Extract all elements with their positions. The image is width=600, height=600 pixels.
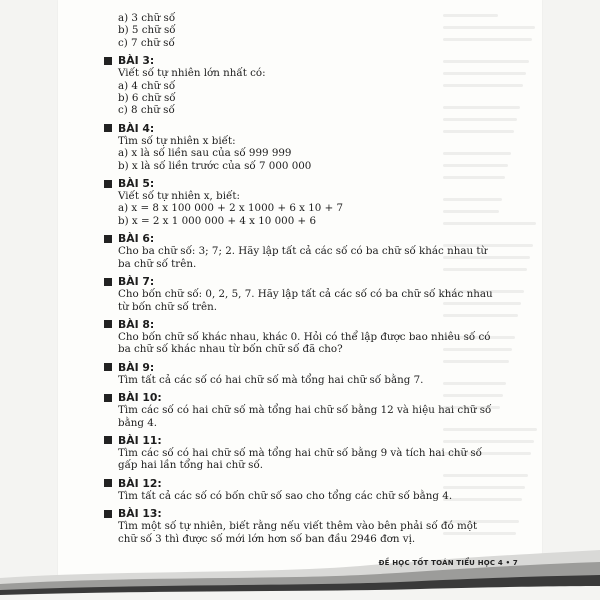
problem-text: a) 4 chữ số bbox=[118, 79, 176, 92]
problem-title: BÀI 11: bbox=[118, 433, 162, 447]
problem-title: BÀI 13: bbox=[118, 507, 162, 521]
problem-text: Cho bốn chữ số khác nhau, khác 0. Hỏi có thể lập được bao nhiêu số có bbox=[118, 330, 491, 343]
problem-text: a) x là số liền sau của số 999 999 bbox=[118, 147, 292, 160]
square-bullet-icon bbox=[104, 436, 112, 444]
square-bullet-icon bbox=[104, 278, 112, 286]
square-bullet-icon bbox=[104, 479, 112, 487]
problem-text: Cho bốn chữ số: 0, 2, 5, 7. Hãy lập tất cả các số có ba chữ số khác nhau bbox=[118, 288, 493, 301]
problem-text: Tìm tất cả các số có hai chữ số mà tổng hai chữ số bằng 7. bbox=[118, 373, 424, 386]
problem-text: gấp hai lần tổng hai chữ số. bbox=[118, 459, 264, 472]
problem-3 bbox=[118, 54, 488, 117]
problem-text: chữ số 3 thì được số mới lớn hơn số ban đầu 2946 đơn vị. bbox=[118, 532, 416, 545]
problem-text: Tìm số tự nhiên x biết: bbox=[118, 134, 236, 147]
top-item: c) 7 chữ số bbox=[118, 36, 175, 49]
problem-title: BÀI 4: bbox=[118, 121, 155, 135]
square-bullet-icon bbox=[104, 57, 112, 65]
problem-title: BÀI 9: bbox=[118, 360, 155, 374]
problem-7 bbox=[118, 275, 493, 313]
square-bullet-icon bbox=[104, 124, 112, 132]
problem-text: b) x = 2 x 1 000 000 + 4 x 10 000 + 6 bbox=[118, 214, 317, 227]
problem-9 bbox=[118, 361, 488, 386]
problem-text: b) 6 chữ số bbox=[118, 92, 176, 105]
problem-text: a) x = 8 x 100 000 + 2 x 1000 + 6 x 10 + 7 bbox=[118, 202, 344, 215]
problem-text: Tìm các số có hai chữ số mà tổng hai chữ số bằng 12 và hiệu hai chữ số bbox=[118, 404, 492, 417]
square-bullet-icon bbox=[104, 180, 112, 188]
square-bullet-icon bbox=[104, 235, 112, 243]
book-page bbox=[58, 0, 542, 600]
problem-text: c) 8 chữ số bbox=[118, 104, 175, 117]
problem-text: bằng 4. bbox=[118, 416, 158, 429]
problem-12 bbox=[118, 477, 488, 502]
problem-text: Tìm tất cả các số có bốn chữ số sao cho tổng các chữ số bằng 4. bbox=[118, 489, 453, 502]
problem-text: Viết số tự nhiên lớn nhất có: bbox=[118, 67, 266, 80]
problem-4 bbox=[118, 122, 488, 172]
top-item: b) 5 chữ số bbox=[118, 24, 176, 37]
problem-text: Viết số tự nhiên x, biết: bbox=[118, 190, 240, 203]
problem-11 bbox=[118, 434, 488, 472]
problem-text: Cho ba chữ số: 3; 7; 2. Hãy lập tất cả các số có ba chữ số khác nhau từ bbox=[118, 245, 488, 258]
problem-text: Tìm các số có hai chữ số mà tổng hai chữ số bằng 9 và tích hai chữ số bbox=[118, 446, 482, 459]
problem-title: BÀI 8: bbox=[118, 317, 155, 331]
problem-text: b) x là số liền trước của số 7 000 000 bbox=[118, 159, 312, 172]
problem-text: ba chữ số khác nhau từ bốn chữ số đã cho? bbox=[118, 343, 343, 356]
problem-title: BÀI 5: bbox=[118, 177, 155, 191]
top-item: a) 3 chữ số bbox=[118, 12, 176, 24]
page-content bbox=[118, 12, 493, 545]
square-bullet-icon bbox=[104, 320, 112, 328]
book-title: ĐỀ HỌC TỐT TOÁN TIỂU HỌC 4 bbox=[378, 559, 503, 567]
problem-title: BÀI 6: bbox=[118, 232, 155, 246]
problem-10 bbox=[118, 391, 492, 429]
decorative-wave bbox=[0, 540, 600, 600]
page-number: 7 bbox=[512, 559, 518, 567]
problem-title: BÀI 10: bbox=[118, 391, 162, 405]
problem-5 bbox=[118, 177, 488, 227]
problem-text: Tìm một số tự nhiên, biết rằng nếu viết thêm vào bên phải số đó một bbox=[118, 520, 478, 533]
problem-6 bbox=[118, 232, 488, 270]
problem-title: BÀI 3: bbox=[118, 54, 155, 68]
problem-title: BÀI 7: bbox=[118, 275, 155, 289]
top-items bbox=[118, 12, 488, 49]
square-bullet-icon bbox=[104, 510, 112, 518]
problem-8 bbox=[118, 317, 491, 356]
bullet-dot-icon: • bbox=[505, 559, 513, 567]
problem-text: từ bốn chữ số trên. bbox=[118, 300, 218, 313]
problem-title: BÀI 12: bbox=[118, 476, 162, 490]
page-footer bbox=[379, 559, 518, 567]
square-bullet-icon bbox=[104, 363, 112, 371]
square-bullet-icon bbox=[104, 394, 112, 402]
problem-text: ba chữ số trên. bbox=[118, 257, 197, 270]
